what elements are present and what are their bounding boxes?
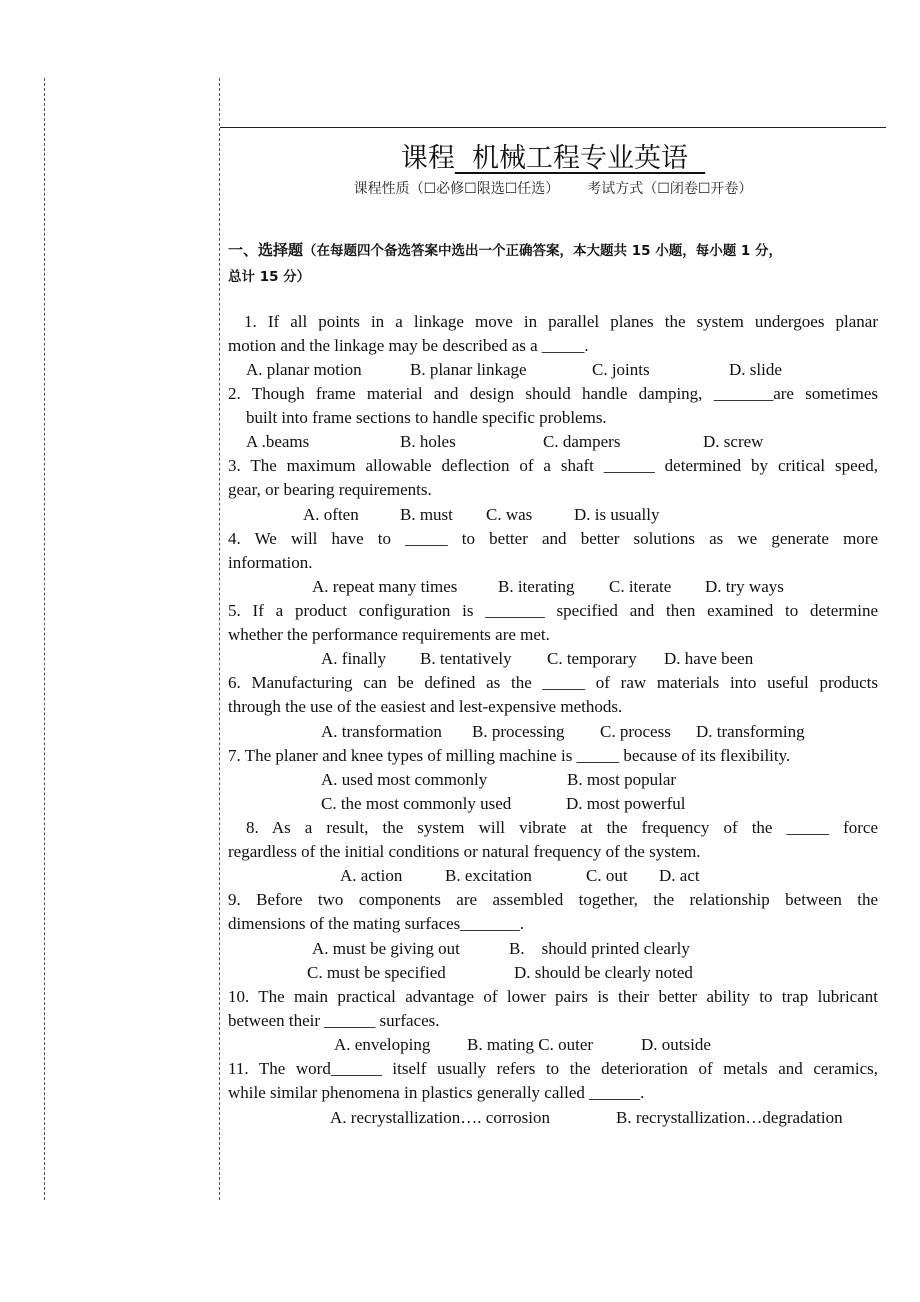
question-9-option-d: D. should be clearly noted bbox=[514, 963, 693, 982]
question-9-option-c: C. must be specified bbox=[307, 963, 446, 982]
question-2-line-1: 2. Though frame material and design should handle damping, _______are sometimes bbox=[228, 384, 878, 403]
question-2-line-2: built into frame sections to handle specific problems. bbox=[246, 408, 607, 427]
page-title bbox=[220, 136, 886, 175]
section-instructions-1: （在每题四个备选答案中选出一个正确答案，本大题共 15 小题，每小题 1 分， bbox=[303, 243, 782, 259]
question-6-line-2: through the use of the easiest and lest-expensive methods. bbox=[228, 697, 623, 716]
question-5-line-2: whether the performance requirements are met. bbox=[228, 625, 550, 644]
question-10-option-d: D. outside bbox=[641, 1035, 711, 1054]
question-10-line-2: between their ______ surfaces. bbox=[228, 1011, 440, 1030]
seal-line-dashed bbox=[219, 78, 220, 1200]
question-3-line-2: gear, or bearing requirements. bbox=[228, 480, 432, 499]
question-10-option-b-c: B. mating C. outer bbox=[467, 1035, 594, 1054]
question-1-line-2: motion and the linkage may be described as a _____. bbox=[228, 336, 589, 355]
question-8-line-2: regardless of the initial conditions or natural frequency of the system. bbox=[228, 842, 701, 861]
question-6-option-c: C. process bbox=[600, 722, 671, 741]
question-4-option-d: D. try ways bbox=[705, 577, 784, 596]
question-6-line-1: 6. Manufacturing can be defined as the _____ of raw materials into useful products bbox=[228, 673, 878, 692]
question-5-option-a: A. finally bbox=[321, 649, 387, 668]
question-1-option-b: B. planar linkage bbox=[410, 360, 527, 379]
question-9-option-a: A. must be giving out bbox=[312, 939, 460, 958]
question-8-option-c: C. out bbox=[586, 866, 628, 885]
question-4-line-2: information. bbox=[228, 553, 313, 572]
question-3-option-a: A. often bbox=[303, 505, 359, 524]
question-7-option-c: C. the most commonly used bbox=[321, 794, 512, 813]
question-7-option-b: B. most popular bbox=[567, 770, 677, 789]
question-2-option-b: B. holes bbox=[400, 432, 456, 451]
question-6-option-d: D. transforming bbox=[696, 722, 805, 741]
section-heading bbox=[228, 238, 878, 290]
question-1-option-a: A. planar motion bbox=[246, 360, 362, 379]
question-5-option-d: D. have been bbox=[664, 649, 754, 668]
binding-margin-dashed-line bbox=[44, 78, 45, 1200]
question-9-line-2: dimensions of the mating surfaces_______. bbox=[228, 914, 525, 933]
question-2-option-a: A .beams bbox=[246, 432, 310, 451]
question-1-option-d: D. slide bbox=[729, 360, 782, 379]
exam-info bbox=[220, 178, 886, 198]
question-3-line-1: 3. The maximum allowable deflection of a shaft ______ determined by critical speed, bbox=[228, 456, 878, 475]
question-8-line-1: 8. As a result, the system will vibrate at the frequency of the _____ force bbox=[246, 818, 878, 837]
question-5-option-c: C. temporary bbox=[547, 649, 637, 668]
question-3-option-d: D. is usually bbox=[574, 505, 660, 524]
question-6-option-b: B. processing bbox=[472, 722, 565, 741]
section-instructions-2: 总计 15 分） bbox=[228, 269, 311, 285]
question-11-option-a: A. recrystallization…. corrosion bbox=[330, 1108, 550, 1127]
question-9-option-b: B. should printed clearly bbox=[509, 939, 690, 958]
question-7-option-d: D. most powerful bbox=[566, 794, 686, 813]
section-title: 一、选择题 bbox=[228, 241, 304, 259]
course-label: 课程 bbox=[400, 143, 455, 174]
question-11-option-b: B. recrystallization…degradation bbox=[616, 1108, 843, 1127]
question-1-option-c: C. joints bbox=[592, 360, 650, 379]
question-3-option-c: C. was bbox=[486, 505, 533, 524]
question-3-option-b: B. must bbox=[400, 505, 453, 524]
question-7-option-a: A. used most commonly bbox=[321, 770, 488, 789]
question-7-line-1: 7. The planer and knee types of milling machine is _____ because of its flexibility. bbox=[228, 746, 791, 765]
question-5-line-1: 5. If a product configuration is _______ specified and then examined to determine bbox=[228, 601, 878, 620]
course-nature: 课程性质（☐必修☐限选☐任选） bbox=[353, 181, 560, 197]
question-8-option-a: A. action bbox=[340, 866, 403, 885]
header-rule bbox=[220, 127, 886, 128]
question-4-option-a: A. repeat many times bbox=[312, 577, 458, 596]
question-4-option-b: B. iterating bbox=[498, 577, 575, 596]
question-1-line-1: 1. If all points in a linkage move in parallel planes the system undergoes planar bbox=[244, 312, 878, 331]
question-9-line-1: 9. Before two components are assembled together, the relationship between the bbox=[228, 890, 878, 909]
question-8-option-b: B. excitation bbox=[445, 866, 532, 885]
question-2-option-c: C. dampers bbox=[543, 432, 621, 451]
exam-mode: 考试方式（☐闭卷☐开卷） bbox=[587, 181, 753, 197]
question-8-option-d: D. act bbox=[659, 866, 700, 885]
question-4-option-c: C. iterate bbox=[609, 577, 672, 596]
question-11-line-2: while similar phenomena in plastics generally called ______. bbox=[228, 1083, 645, 1102]
question-4-line-1: 4. We will have to _____ to better and better solutions as we generate more bbox=[228, 529, 878, 548]
question-10-line-1: 10. The main practical advantage of lower pairs is their better ability to trap lubricant bbox=[228, 987, 878, 1006]
question-5-option-b: B. tentatively bbox=[420, 649, 512, 668]
question-10-option-a: A. enveloping bbox=[334, 1035, 431, 1054]
course-name: 机械工程专业英语 bbox=[454, 143, 706, 174]
question-6-option-a: A. transformation bbox=[321, 722, 442, 741]
question-11-line-1: 11. The word______ itself usually refers to the deterioration of metals and ceramics, bbox=[228, 1059, 878, 1078]
question-2-option-d: D. screw bbox=[703, 432, 764, 451]
